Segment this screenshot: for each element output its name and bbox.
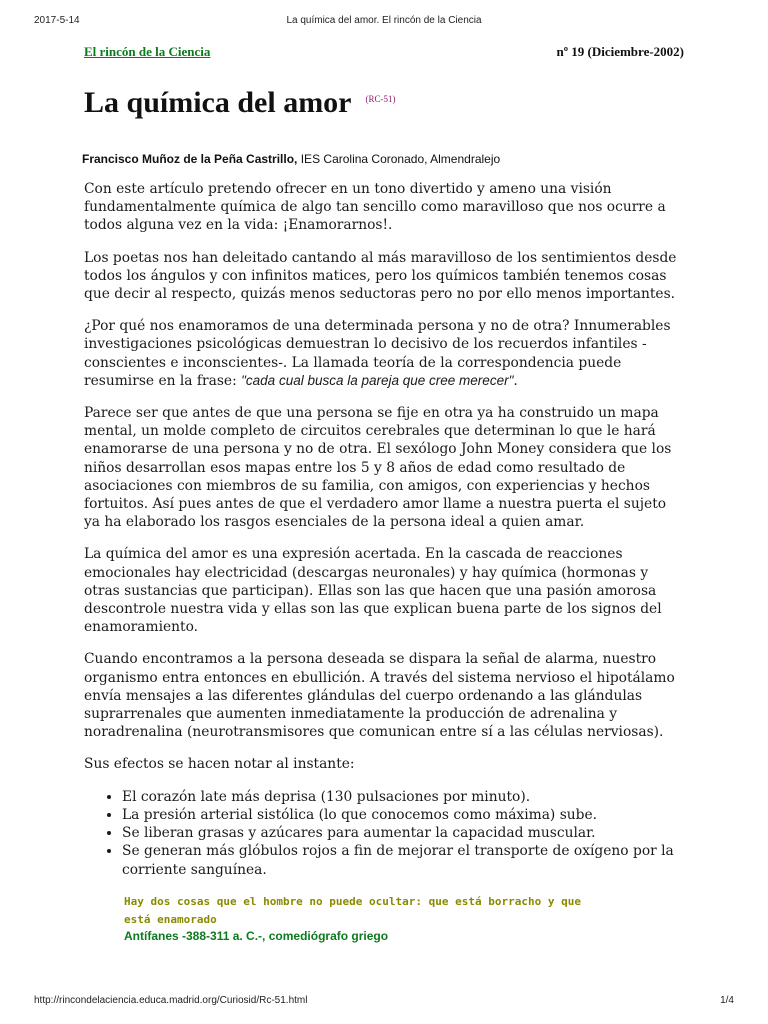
site-header xyxy=(84,44,684,64)
paragraph-mental-map: Parece ser que antes de que una persona se fije en otra ya ha construido un mapa mental, un molde completo de circuitos cerebrales que determinan lo que le hará enamorarse de una persona y no de otra. El sexólogo John Money considera que los niños desarrollan esos mapas entre los 5 y 8 años de edad como resultado de asociaciones con miembros de su familia, con amigos, con experiencias y hechos fortuitos. Así pues antes de que el verdadero amor llame a nuestra puerta el sujeto ya ha elaborado los rasgos esenciales de la persona ideal a quien amar. xyxy=(84,405,672,531)
article-container xyxy=(84,44,684,943)
article-body xyxy=(84,180,684,879)
site-home-link[interactable]: El rincón de la Ciencia xyxy=(84,44,211,59)
effects-list xyxy=(84,788,684,879)
print-date: 2017-5-14 xyxy=(34,15,80,26)
page-title: La química del amor xyxy=(84,86,352,119)
print-header xyxy=(0,15,768,29)
byline xyxy=(82,152,684,166)
print-footer xyxy=(0,995,768,1009)
correspondence-quote: "cada cual busca la pareja que cree merecer" xyxy=(241,372,514,388)
paragraph-effects-intro: Sus efectos se hacen notar al instante: xyxy=(84,756,355,773)
list-item: • Se generan más glóbulos rojos a fin de mejorar el transporte de oxígeno por la corriente sanguínea. xyxy=(122,842,684,878)
paragraph-alarm: Cuando encontramos a la persona deseada se dispara la señal de alarma, nuestro organismo entra entonces en ebullición. A través del sistema nervioso el hipotálamo envía mensajes a las diferentes glándulas del cuerpo ordenando a las glándulas suprarrenales que aumenten inmediatamente la producción de adrenalina y noradrenalina (neurotransmisores que comunican entre sí a las células nerviosas). xyxy=(84,651,675,741)
author-affiliation: IES Carolina Coronado, Almendralejo xyxy=(297,152,501,166)
paragraph-intro: Con este artículo pretendo ofrecer en un tono divertido y ameno una visión fundamentalmente química de algo tan sencillo como maravilloso que nos ocurre a todos alguna vez en la vida: ¡Enamorarnos!. xyxy=(84,181,666,234)
print-page-number: 1/4 xyxy=(720,995,734,1006)
print-url: http://rincondelaciencia.educa.madrid.org/Curiosid/Rc-51.html xyxy=(34,995,308,1006)
famous-quote: Hay dos cosas que el hombre no puede ocultar: que está borracho y que está enamorado xyxy=(124,894,581,926)
paragraph-why-end: . xyxy=(513,372,518,389)
paragraph-chemistry: La química del amor es una expresión acertada. En la cascada de reacciones emocionales hay electricidad (descargas neuronales) y hay química (hormonas y otras sustancias que participan). Ellas son las que hacen que una pasión amorosa descontrole nuestra vida y ellas son las que explican buena parte de los signos del enamoramiento. xyxy=(84,546,662,636)
title-row xyxy=(84,86,684,126)
print-page-title: La química del amor. El rincón de la Ciencia xyxy=(286,15,482,26)
list-item: • La presión arterial sistólica (lo que conocemos como máxima) sube. xyxy=(122,806,684,824)
paragraph-poets: Los poetas nos han deleitado cantando al más maravilloso de los sentimientos desde todos los ángulos y con infinitos matices, pero los químicos también tenemos cosas que decir al respecto, quizás menos seductoras pero no por ello menos importantes. xyxy=(84,249,677,303)
paragraph-why xyxy=(84,317,684,390)
article-code: (RC-51) xyxy=(365,94,396,104)
list-item: • El corazón late más deprisa (130 pulsaciones por minuto). xyxy=(122,788,684,806)
list-item: • Se liberan grasas y azúcares para aumentar la capacidad muscular. xyxy=(122,824,684,842)
quote-author: Antífanes -388-311 a. C.-, comediógrafo griego xyxy=(124,928,389,943)
paragraph-why-text: ¿Por qué nos enamoramos de una determinada persona y no de otra? Innumerables investigaciones psicológicas demuestran lo decisivo de los recuerdos infantiles -conscientes e inconscientes-. La llamada teoría de la correspondencia puede resumirse en la frase: xyxy=(84,318,671,389)
issue-number: nº 19 (Diciembre-2002) xyxy=(556,44,684,59)
author-name: Francisco Muñoz de la Peña Castrillo, xyxy=(82,152,298,166)
